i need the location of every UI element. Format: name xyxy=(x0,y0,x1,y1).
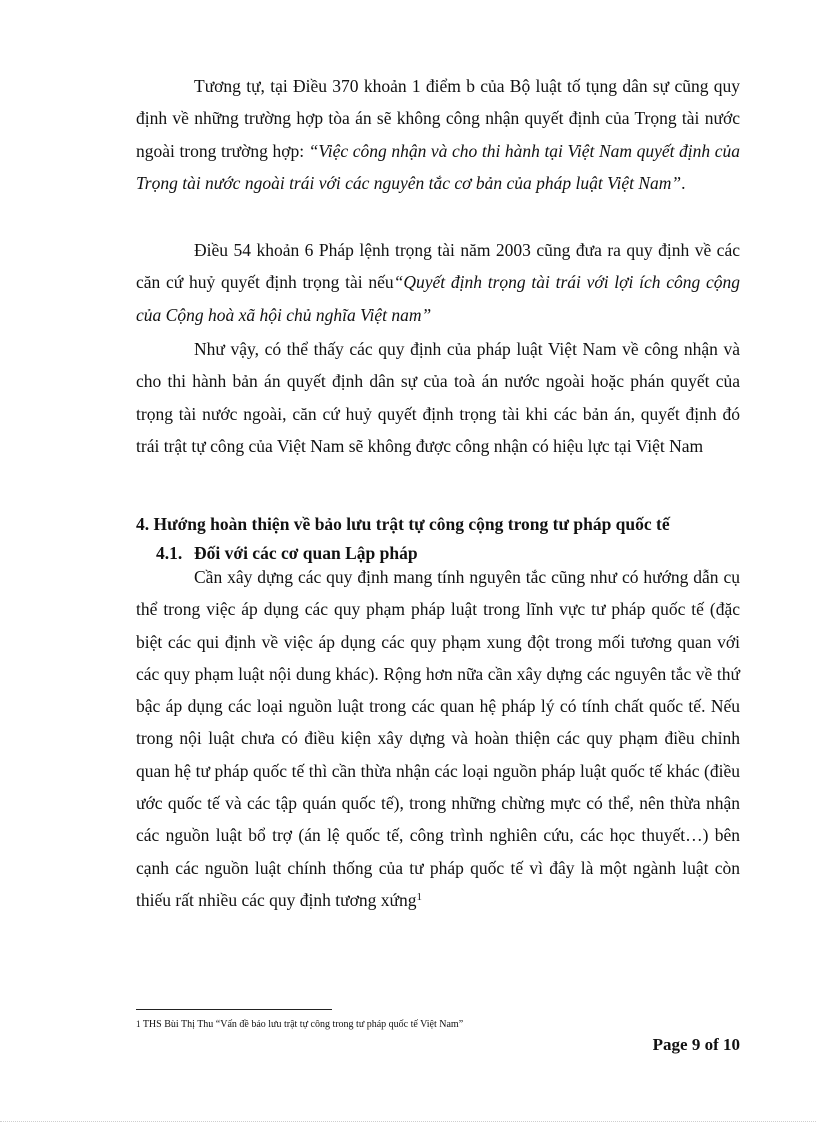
footnote-separator xyxy=(136,1009,332,1010)
subsection-number: 4.1. xyxy=(156,543,183,563)
paragraph-text: Cần xây dựng các quy định mang tính nguyên tắc cũng như có hướng dẫn cụ thể trong việc áp dụng các quy phạm pháp luật trong lĩnh vực tư pháp quốc tế (đặc biệt các qui định về việc áp dụng các quy phạm xung đột trong mối tương quan với các quy phạm luật nội dung khác). Rộng hơn nữa cần xây dựng các nguyên tắc về thứ bậc áp dụng các loại nguồn luật trong các quan hệ pháp lý có tính chất quốc tế. Nếu trong nội luật chưa có điều kiện xây dựng và hoàn thiện các quy phạm điều chỉnh quan hệ tư pháp quốc tế thì cần thừa nhận các loại nguồn pháp luật quốc tế khác (điều ước quốc tế và các tập quán quốc tế), trong những chừng mực có thể, nên thừa nhận các nguồn luật bổ trợ (án lệ quốc tế, công trình nghiên cứu, các học thuyết…) bên cạnh các nguồn luật chính thống của tư pháp quốc tế vì đây là một ngành luật còn thiếu rất nhiều các quy định tương xứng xyxy=(136,567,740,910)
paragraph-legislative xyxy=(136,561,740,916)
italic-quote: “Việc công nhận và cho thi hành tại Việt Nam quyết định của Trọng tài nước ngoài trái với các nguyên tắc cơ bản của pháp luật Việt Nam” xyxy=(136,140,740,193)
paragraph-end: . xyxy=(681,172,686,193)
paragraph-text: Tương tự, tại Điều 370 khoản 1 điểm b của Bộ luật tố tụng dân sự cũng quy định về những trường hợp tòa án sẽ không công nhận quyết định của Trọng tài nước ngoài trong trường hợp: xyxy=(136,76,740,161)
page-total: 10 xyxy=(723,1035,740,1054)
footnote xyxy=(136,1017,463,1032)
footnote-text: THS Bùi Thị Thu “Vấn đề bảo lưu trật tự công trong tư pháp quốc tế Việt Nam” xyxy=(142,1019,464,1030)
footnote-reference[interactable]: 1 xyxy=(416,890,422,903)
paragraph-text: Điều 54 khoản 6 Pháp lệnh trọng tài năm 2003 cũng đưa ra quy định về các căn cứ huỷ quyết định trọng tài nếu xyxy=(136,240,740,293)
paragraph-civil-procedure xyxy=(136,70,740,199)
paragraph-arbitration-ordinance xyxy=(136,234,740,331)
page-current: 9 xyxy=(691,1035,701,1054)
page-label: Page xyxy=(652,1035,688,1054)
paragraph-conclusion: Như vậy, có thể thấy các quy định của pháp luật Việt Nam về công nhận và cho thi hành bản án quyết định dân sự của toà án nước ngoài hoặc phán quyết của trọng tài nước ngoài, căn cứ huỷ quyết định trọng tài khi các bản án, quyết định đó trái trật tự công của Việt Nam sẽ không được công nhận có hiệu lực tại Việt Nam xyxy=(136,339,740,456)
section-heading: 4. Hướng hoàn thiện về bảo lưu trật tự công cộng trong tư pháp quốc tế xyxy=(136,514,670,534)
subsection-title: Đối với các cơ quan Lập pháp xyxy=(194,543,418,563)
page-number xyxy=(653,1035,740,1055)
page-edge-divider xyxy=(0,1121,816,1122)
footnote-number: 1 xyxy=(136,1019,141,1029)
page-of: of xyxy=(704,1035,719,1054)
italic-quote: “Quyết định trọng tài trái với lợi ích công cộng của Cộng hoà xã hội chủ nghĩa Việt nam” xyxy=(136,272,740,325)
